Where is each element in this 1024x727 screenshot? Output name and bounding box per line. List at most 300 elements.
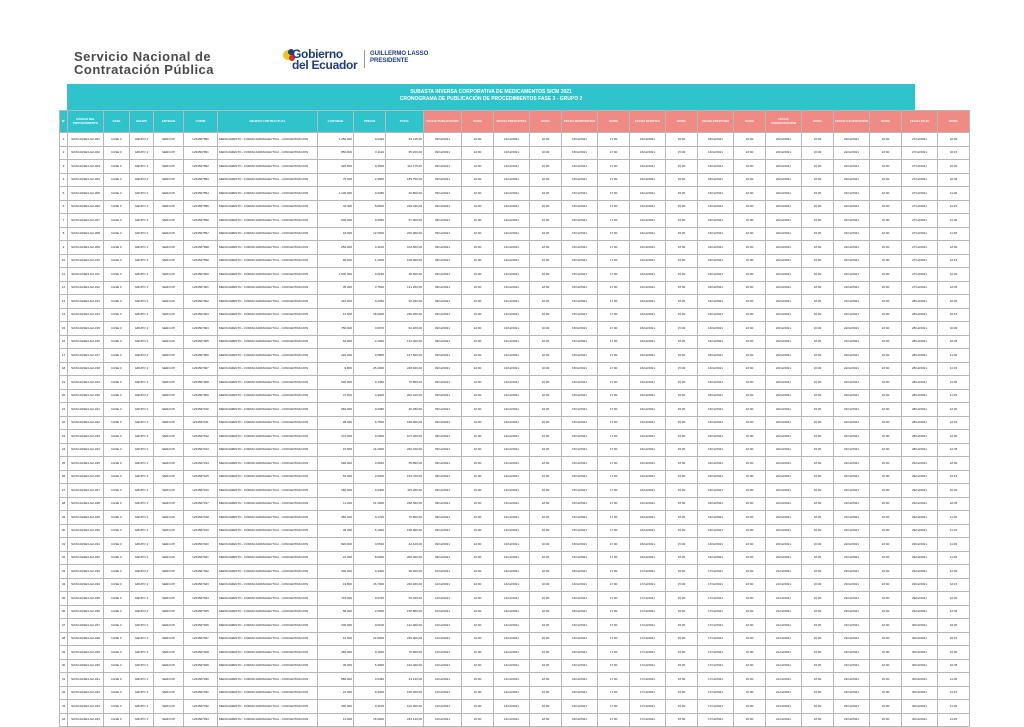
table-cell: 1234567897 [184,227,218,241]
table-cell: 17:00 [598,565,630,579]
table-cell: 16/12/2021 [698,214,734,228]
table-cell: 16:00 [802,416,834,430]
table-cell: 16:00 [870,443,902,457]
table-cell: GRUPO 2 [130,511,154,525]
table-cell: SERCOP [154,646,184,660]
table-cell: FASE 3 [104,457,130,471]
table-cell: FASE 3 [104,295,130,309]
table-cell: 17:00 [598,268,630,282]
table-cell: 16:00 [734,254,766,268]
table-cell: 09/12/2021 [424,470,462,484]
table-cell: 134.400,00 [386,335,424,349]
table-cell: 0,0950 [354,214,386,228]
table-cell: 16:00 [802,592,834,606]
table-cell: 18 [60,362,68,376]
table-cell: 11 [60,268,68,282]
table-row [60,511,970,525]
table-cell: 13/12/2021 [494,214,530,228]
table-row [60,470,970,484]
table-cell: SICM-FASE3-G2-040 [68,659,104,673]
table-cell: 1234567911 [184,416,218,430]
table-cell: 17:00 [598,524,630,538]
table-cell: 09/12/2021 [424,524,462,538]
table-cell: 13/12/2021 [494,308,530,322]
table-cell: MEDICAMENTO - FORMA FARMACEUTICA - CONCENTRACION [218,443,318,457]
table-cell: 27/12/2021 [902,268,938,282]
table-cell: 16:00 [734,227,766,241]
table-cell: MEDICAMENTO - FORMA FARMACEUTICA - CONCENTRACION [218,268,318,282]
table-cell: 30/12/2021 [902,659,938,673]
table-cell: 10:00 [530,308,562,322]
table-row [60,430,970,444]
table-cell: 14/12/2021 [494,592,530,606]
table-cell: 11:45 [938,551,970,565]
table-cell: 16:00 [734,592,766,606]
table-cell: 09/12/2021 [424,187,462,201]
table-cell: 16/12/2021 [698,362,734,376]
table-cell: 16/12/2021 [562,646,598,660]
table-cell: SICM-FASE3-G2-017 [68,349,104,363]
table-cell: 16:00 [734,187,766,201]
table-cell: 10:00 [530,484,562,498]
table-cell: SICM-FASE3-G2-035 [68,592,104,606]
table-cell: SERCOP [154,511,184,525]
table-cell: GRUPO 2 [130,173,154,187]
table-cell: FASE 3 [104,241,130,255]
table-cell: 0,0490 [354,673,386,687]
table-cell: 30 [60,524,68,538]
table-cell: 21/12/2021 [766,592,802,606]
table-cell: 0,1600 [354,646,386,660]
table-cell: 17:00 [598,632,630,646]
table-cell: 195.300,00 [386,686,424,700]
table-cell: 10:45 [938,335,970,349]
table-cell: MEDICAMENTO - FORMA FARMACEUTICA - CONCENTRACION [218,254,318,268]
table-cell: 10:00 [530,362,562,376]
table-cell: 10:00 [530,578,562,592]
table-cell: 16:00 [734,403,766,417]
table-cell: 09/12/2021 [424,362,462,376]
table-cell: 16:00 [870,376,902,390]
table-cell: GRUPO 2 [130,713,154,727]
table-cell: 10:00 [530,349,562,363]
table-cell: 22/12/2021 [834,524,870,538]
table-cell: 21.000 [318,686,354,700]
table-cell: 16:00 [870,430,902,444]
table-cell: 16/12/2021 [698,254,734,268]
table-cell: 0,6400 [354,484,386,498]
table-cell: 16:00 [870,497,902,511]
table-cell: 17:00 [598,349,630,363]
table-cell: 16/12/2021 [630,403,666,417]
table-cell: 15/12/2021 [562,322,598,336]
table-cell: 28/12/2021 [902,389,938,403]
table-cell: 09/12/2021 [424,173,462,187]
table-cell: 14/12/2021 [494,700,530,714]
table-cell: 16:00 [870,146,902,160]
table-cell: 16/12/2021 [630,146,666,160]
column-header: HORA [462,111,494,133]
table-cell: 0,0810 [354,457,386,471]
table-cell: 17 [60,349,68,363]
table-cell: SICM-FASE3-G2-043 [68,700,104,714]
table-cell: 34 [60,578,68,592]
table-cell: SICM-FASE3-G2-001 [68,133,104,147]
table-cell: 13/12/2021 [494,551,530,565]
table-cell: 16/12/2021 [698,322,734,336]
table-cell: 22/12/2021 [834,133,870,147]
table-cell: 17:00 [598,173,630,187]
table-cell: 202.100,00 [386,389,424,403]
table-cell: 16/12/2021 [630,551,666,565]
table-cell: 16 [60,335,68,349]
column-header: HORA [802,111,834,133]
table-cell: 28/12/2021 [902,322,938,336]
table-cell: 16:00 [870,484,902,498]
table-cell: 1234567909 [184,389,218,403]
table-cell: 0,3100 [354,700,386,714]
table-cell: 27/12/2021 [902,281,938,295]
table-cell: 13/12/2021 [494,254,530,268]
table-cell: 35 [60,592,68,606]
table-cell: 16:00 [870,403,902,417]
table-cell: 10:00 [462,389,494,403]
table-cell: 21/12/2021 [766,565,802,579]
table-cell: 76.850,00 [386,376,424,390]
table-cell: 102.300,00 [386,700,424,714]
table-cell: GRUPO 2 [130,362,154,376]
table-cell: 10:00 [462,619,494,633]
table-cell: 12:00 [938,403,970,417]
table-cell: 16:00 [870,646,902,660]
table-row [60,322,970,336]
table-cell: 20/12/2021 [766,268,802,282]
table-cell: 15:00 [666,524,698,538]
table-cell: 17:00 [598,470,630,484]
table-cell: 1234567903 [184,308,218,322]
table-cell: 16/12/2021 [698,146,734,160]
table-cell: 16:00 [802,619,834,633]
table-cell: 27/12/2021 [902,214,938,228]
table-cell: 20/12/2021 [766,389,802,403]
table-cell: 1.250.000 [318,133,354,147]
table-cell: 10/12/2021 [424,632,462,646]
table-cell: SICM-FASE3-G2-018 [68,362,104,376]
table-cell: 16:00 [734,700,766,714]
table-cell: MEDICAMENTO - FORMA FARMACEUTICA - CONCENTRACION [218,497,318,511]
table-cell: 10:00 [462,146,494,160]
table-cell: GRUPO 2 [130,686,154,700]
table-cell: 17:00 [598,484,630,498]
table-cell: 107.300,00 [386,430,424,444]
table-cell: MEDICAMENTO - FORMA FARMACEUTICA - CONCENTRACION [218,646,318,660]
table-row [60,146,970,160]
table-cell: 16:00 [802,268,834,282]
table-cell: 15/12/2021 [562,173,598,187]
table-cell: 1234567891 [184,146,218,160]
table-cell: 16:00 [870,619,902,633]
sercop-logo [74,50,214,76]
table-cell: 10/12/2021 [424,713,462,727]
table-cell: 10:00 [530,673,562,687]
table-cell: 17/12/2021 [630,619,666,633]
table-cell: SERCOP [154,700,184,714]
table-cell: MEDICAMENTO - FORMA FARMACEUTICA - CONCENTRACION [218,619,318,633]
table-cell: SICM-FASE3-G2-013 [68,295,104,309]
table-row [60,538,970,552]
table-cell: 27/12/2021 [902,173,938,187]
table-cell: 15:00 [666,673,698,687]
table-cell: 15:00 [666,484,698,498]
table-cell: 28/12/2021 [902,349,938,363]
table-cell: 35.000 [318,281,354,295]
table-cell: 1234567907 [184,362,218,376]
table-cell: 16/12/2021 [698,443,734,457]
table-cell: 16/12/2021 [630,227,666,241]
table-cell: 10:00 [530,659,562,673]
table-cell: 28/12/2021 [902,362,938,376]
table-cell: 10:00 [462,322,494,336]
table-cell: 11:15 [938,524,970,538]
table-cell: SERCOP [154,200,184,214]
table-cell: MEDICAMENTO - FORMA FARMACEUTICA - CONCENTRACION [218,160,318,174]
table-cell: 5,1000 [354,524,386,538]
table-cell: 28/12/2021 [902,416,938,430]
table-cell: 24 [60,443,68,457]
table-cell: 12.500 [318,308,354,322]
table-cell: 15/12/2021 [562,349,598,363]
table-cell: SERCOP [154,160,184,174]
table-cell: 13/12/2021 [494,160,530,174]
table-cell: 28/12/2021 [902,308,938,322]
table-cell: 09/12/2021 [424,484,462,498]
table-cell: SERCOP [154,227,184,241]
table-cell: 10:00 [530,511,562,525]
table-cell: 13/12/2021 [494,497,530,511]
table-cell: 53.000 [318,470,354,484]
table-cell: 15:00 [666,605,698,619]
table-cell: 16/12/2021 [698,241,734,255]
table-cell: 10:00 [938,619,970,633]
table-cell: 10:00 [462,659,494,673]
table-cell: 10:00 [938,133,970,147]
table-cell: SERCOP [154,187,184,201]
table-cell: 10:00 [462,457,494,471]
table-cell: 29/12/2021 [902,484,938,498]
table-cell: 10:00 [462,214,494,228]
table-cell: 16/12/2021 [562,713,598,727]
table-cell: SICM-FASE3-G2-025 [68,457,104,471]
table-cell: 530.000 [318,376,354,390]
table-cell: 17/12/2021 [698,632,734,646]
table-cell: 13/12/2021 [494,295,530,309]
table-cell: FASE 3 [104,700,130,714]
table-cell: 21/12/2021 [766,605,802,619]
table-cell: 26 [60,470,68,484]
table-cell: 16/12/2021 [630,241,666,255]
table-cell: 15:00 [666,686,698,700]
table-cell: 16:00 [802,295,834,309]
table-cell: 16:00 [802,551,834,565]
table-cell: 16/12/2021 [698,457,734,471]
table-cell: GRUPO 2 [130,605,154,619]
table-cell: 10:00 [462,443,494,457]
table-row [60,308,970,322]
table-cell: 15:00 [666,551,698,565]
table-cell: FASE 3 [104,416,130,430]
table-cell: 16/12/2021 [630,362,666,376]
table-cell: 16/12/2021 [698,133,734,147]
table-cell: 16:00 [802,362,834,376]
table-cell: 16:00 [802,511,834,525]
table-cell: 30/12/2021 [902,646,938,660]
table-cell: 32 [60,551,68,565]
table-cell: 16:00 [802,133,834,147]
table-cell: FASE 3 [104,578,130,592]
table-cell: 22/12/2021 [834,457,870,471]
president-title: PRESIDENTE [370,58,409,64]
table-cell: 16/12/2021 [698,470,734,484]
table-row [60,592,970,606]
table-cell: 16/12/2021 [630,457,666,471]
table-cell: 31 [60,538,68,552]
table-cell: 75.000 [318,173,354,187]
table-cell: 15/12/2021 [562,214,598,228]
table-cell: MEDICAMENTO - FORMA FARMACEUTICA - CONCENTRACION [218,565,318,579]
table-cell: FASE 3 [104,214,130,228]
table-cell: GRUPO 2 [130,565,154,579]
table-cell: 16:00 [734,241,766,255]
table-cell: 15:00 [666,187,698,201]
table-cell: 16/12/2021 [630,308,666,322]
table-cell: 16:00 [734,673,766,687]
table-cell: 09/12/2021 [424,146,462,160]
table-cell: GRUPO 2 [130,146,154,160]
table-cell: 10:00 [462,686,494,700]
table-cell: 1234567914 [184,457,218,471]
table-cell: 17:00 [598,416,630,430]
president-name: GUILLERMO LASSO [370,51,429,57]
table-cell: 10:00 [530,133,562,147]
table-header-row [60,111,970,133]
table-cell: 15/12/2021 [562,551,598,565]
table-cell: SICM-FASE3-G2-033 [68,565,104,579]
table-cell: FASE 3 [104,659,130,673]
table-cell: FASE 3 [104,281,130,295]
table-cell: 4 [60,173,68,187]
table-cell: 12:15 [938,578,970,592]
table-cell: 23/12/2021 [834,713,870,727]
table-cell: 22,8000 [354,632,386,646]
table-cell: 11:00 [938,673,970,687]
table-cell: FASE 3 [104,551,130,565]
table-cell: GRUPO 2 [130,133,154,147]
column-header: CUDIM [184,111,218,133]
table-cell: 20/12/2021 [766,430,802,444]
column-header: FECHA OFERTAS [630,111,666,133]
table-cell: 15:00 [666,713,698,727]
table-cell: 22/12/2021 [834,403,870,417]
table-cell: 10:00 [462,281,494,295]
table-cell: 21/12/2021 [766,700,802,714]
table-cell: 0,1700 [354,511,386,525]
table-cell: 12:00 [938,241,970,255]
table-row [60,335,970,349]
table-cell: 16:00 [802,673,834,687]
table-cell: 13.800 [318,578,354,592]
table-cell: GRUPO 2 [130,700,154,714]
table-cell: 15:00 [666,430,698,444]
table-cell: SICM-FASE3-G2-041 [68,673,104,687]
table-cell: MEDICAMENTO - FORMA FARMACEUTICA - CONCENTRACION [218,592,318,606]
table-cell: SICM-FASE3-G2-042 [68,686,104,700]
table-cell: SERCOP [154,389,184,403]
table-cell: 16:00 [870,592,902,606]
table-cell: 15:00 [666,335,698,349]
table-cell: 90.000 [318,254,354,268]
table-cell: MEDICAMENTO - FORMA FARMACEUTICA - CONCENTRACION [218,470,318,484]
table-cell: 8 [60,227,68,241]
table-cell: 14/12/2021 [494,659,530,673]
table-cell: 52.260,00 [386,322,424,336]
table-cell: 22/12/2021 [834,187,870,201]
table-cell: 1234567908 [184,376,218,390]
table-cell: SERCOP [154,322,184,336]
table-cell: 16:00 [870,538,902,552]
table-cell: 14/12/2021 [494,565,530,579]
table-cell: 29 [60,511,68,525]
table-row [60,484,970,498]
table-cell: 12:30 [938,592,970,606]
table-cell: SERCOP [154,605,184,619]
table-cell: 15/12/2021 [562,268,598,282]
table-cell: SICM-FASE3-G2-009 [68,241,104,255]
table-cell: 17/12/2021 [630,565,666,579]
column-header: FECHA RESPUESTAS [562,111,598,133]
table-cell: 16:00 [870,565,902,579]
table-cell: SERCOP [154,295,184,309]
table-cell: FASE 3 [104,686,130,700]
table-cell: SERCOP [154,254,184,268]
table-cell: 16:00 [870,551,902,565]
table-cell: 0,0280 [354,187,386,201]
table-cell: 09/12/2021 [424,200,462,214]
table-cell: 4,3000 [354,389,386,403]
table-cell: 15/12/2021 [562,241,598,255]
table-cell: 16:00 [734,565,766,579]
table-row [60,214,970,228]
table-row [60,295,970,309]
table-cell: 16:00 [802,322,834,336]
table-cell: 16/12/2021 [698,524,734,538]
table-cell: 10:00 [462,565,494,579]
table-cell: 16/12/2021 [698,403,734,417]
table-cell: GRUPO 2 [130,578,154,592]
table-cell: SERCOP [154,430,184,444]
table-cell: 13/12/2021 [494,443,530,457]
table-cell: 7 [60,214,68,228]
table-cell: SICM-FASE3-G2-010 [68,254,104,268]
table-cell: MEDICAMENTO - FORMA FARMACEUTICA - CONCENTRACION [218,376,318,390]
table-cell: 09/12/2021 [424,511,462,525]
table-cell: 10:00 [462,416,494,430]
table-cell: 10:00 [530,700,562,714]
table-cell: 198.900,00 [386,524,424,538]
table-cell: 30/12/2021 [902,713,938,727]
column-header: HORA [666,111,698,133]
table-cell: 16/12/2021 [630,443,666,457]
table-cell: 29/12/2021 [902,538,938,552]
